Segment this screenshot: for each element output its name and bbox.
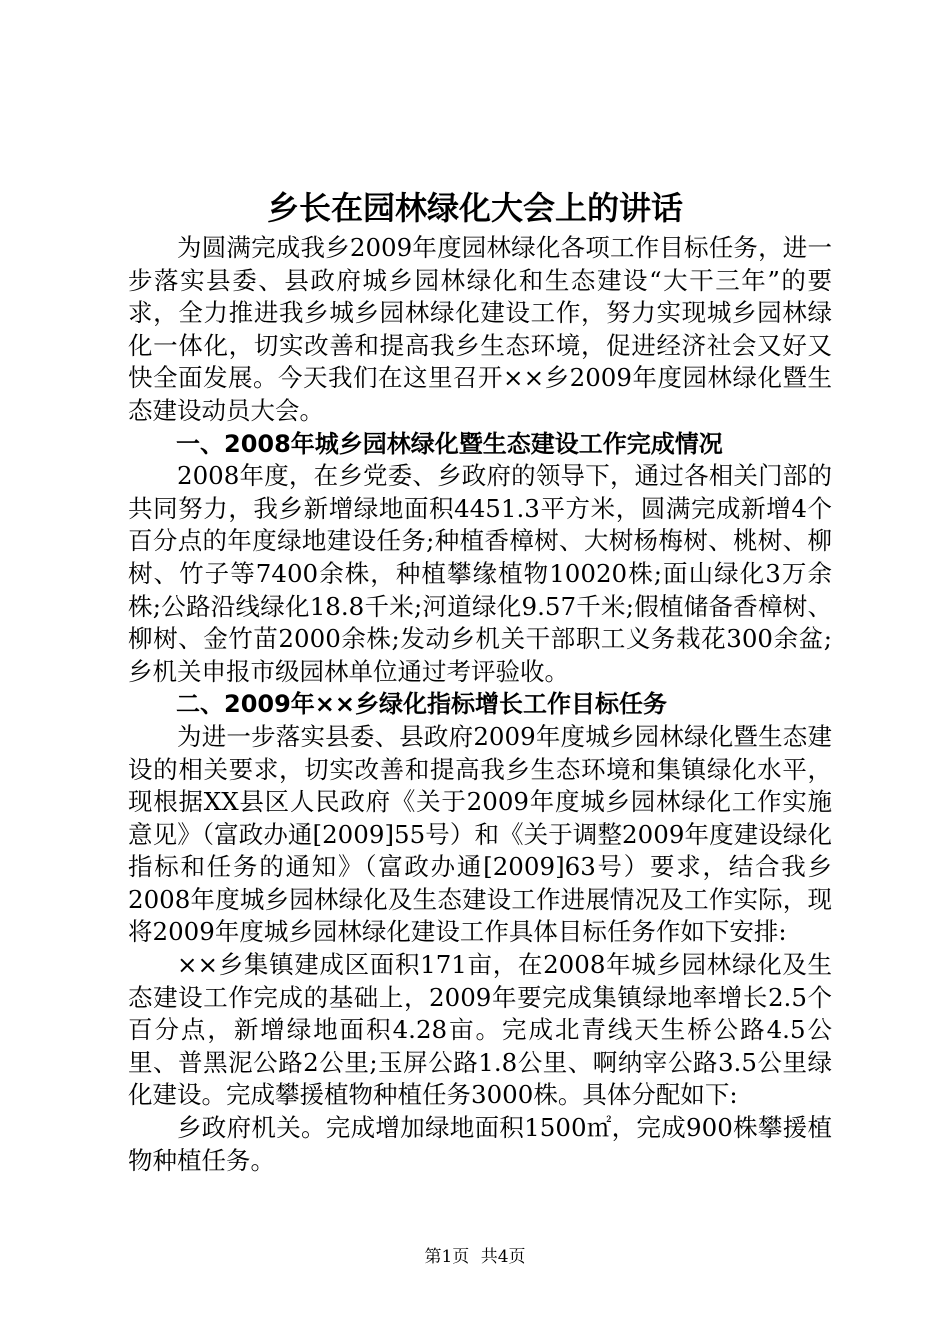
paragraph-government-task: 乡政府机关。完成增加绿地面积1500㎡，完成900株攀援植物种植任务。 bbox=[128, 1113, 832, 1175]
paragraph-2009-basis: 为进一步落实县委、县政府2009年度城乡园林绿化暨生态建设的相关要求，切实改善和提高我乡生态环境和集镇绿化水平，现根据XX县区人民政府《关于2009年度城乡园林绿化工作实施意见》（富政办通[2009]55号）和《关于调整2009年度建设绿化指标和任务的通知》（富政办通[2009]63号）要求，结合我乡2008年度城乡园林绿化及生态建设工作进展情况及工作实际，现将2009年度城乡园林绿化建设工作具体目标任务作如下安排: bbox=[128, 721, 832, 947]
page-number: 第1页 共4页 bbox=[424, 1247, 526, 1267]
paragraph-intro: 为圆满完成我乡2009年度园林绿化各项工作目标任务，进一步落实县委、县政府城乡园林绿化和生态建设“大干三年”的要求，全力推进我乡城乡园林绿化建设工作，努力实现城乡园林绿化一体化，切实改善和提高我乡生态环境，促进经济社会又好又快全面发展。今天我们在这里召开××乡2009年度园林绿化暨生态建设动员大会。 bbox=[128, 233, 832, 425]
document-body bbox=[128, 232, 832, 1177]
paragraph-2008-summary: 2008年度，在乡党委、乡政府的领导下，通过各相关门部的共同努力，我乡新增绿地面积4451.3平方米，圆满完成新增4个百分点的年度绿地建设任务;种植香樟树、大树杨梅树、桃树、柳树、竹子等7400余株，种植攀缘植物10020株;面山绿化3万余株;公路沿线绿化18.8千米;河道绿化9.57千米;假植储备香樟树、柳树、金竹苗2000余株;发动乡机关干部职工义务栽花300余盆;乡机关申报市级园林单位通过考评验收。 bbox=[128, 461, 832, 686]
section-heading-2: 二、2009年××乡绿化指标增长工作目标任务 bbox=[176, 690, 668, 719]
paragraph-2009-targets: ××乡集镇建成区面积171亩，在2008年城乡园林绿化及生态建设工作完成的基础上，2009年要完成集镇绿地率增长2.5个百分点，新增绿地面积4.28亩。完成北青线天生桥公路4.5公里、普黑泥公路2公里;玉屏公路1.8公里、啊纳宰公路3.5公里绿化建设。完成攀援植物种植任务3000株。具体分配如下: bbox=[128, 950, 832, 1110]
document-title: 乡长在园林绿化大会上的讲话 bbox=[266, 189, 683, 227]
section-heading-1: 一、2008年城乡园林绿化暨生态建设工作完成情况 bbox=[176, 429, 723, 458]
